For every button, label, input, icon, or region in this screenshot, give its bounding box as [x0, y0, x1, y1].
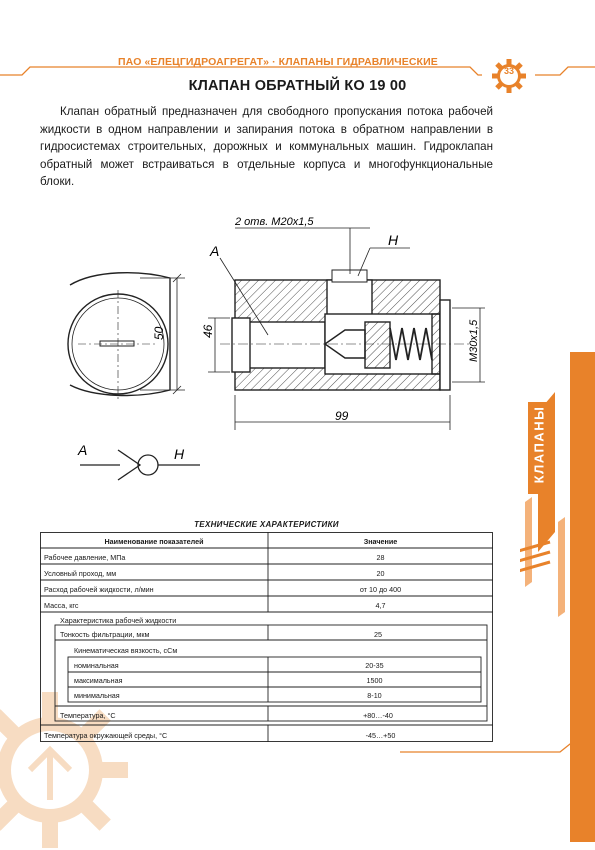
page-title: КЛАПАН ОБРАТНЫЙ КО 19 00	[188, 78, 407, 94]
footer-rule	[400, 740, 595, 780]
row-value: 4,7	[375, 601, 386, 610]
temperature-name: Температура, °С	[60, 711, 116, 720]
technical-drawing	[40, 210, 510, 490]
fluid-header: Характеристика рабочей жидкости	[60, 616, 177, 625]
label-holes: 2 отв. М20х1,5	[235, 216, 314, 228]
col-value-header: Значение	[363, 537, 398, 546]
label-a: А	[210, 243, 220, 259]
viscosity-value: 1500	[366, 676, 383, 685]
intro-paragraph: Клапан обратный предназначен для свободного пропускания потока рабочей жидкости в одном направлении и запирания потока в обратном направлении в гидросистемах строительных, дорожных и коммунальных машин. Гидроклапан обратный может встраиваться в отдельные корпуса и многофункциональные блоки.	[40, 105, 493, 189]
row-value: 20	[376, 569, 385, 578]
section-tab	[528, 402, 550, 494]
page-number: 33	[503, 66, 514, 76]
dim-99: 99	[335, 409, 349, 423]
schema-a: А	[78, 442, 88, 458]
viscosity-value: 20-35	[365, 661, 384, 670]
row-name: Масса, кгс	[44, 601, 79, 610]
specs-title: ТЕХНИЧЕСКИЕ ХАРАКТЕРИСТИКИ	[194, 520, 339, 529]
row-name: Условный проход, мм	[44, 569, 117, 578]
ambient-name: Температура окружающей среды, °С	[44, 731, 168, 740]
temperature-value: +80…-40	[363, 711, 393, 720]
row-value: 28	[376, 553, 385, 562]
schema-h: Н	[174, 446, 185, 462]
dim-m30: М30х1,5	[468, 319, 480, 362]
filtration-name: Тонкость фильтрации, мкм	[60, 630, 150, 639]
viscosity-name: максимальная	[74, 676, 123, 685]
viscosity-name: номинальная	[74, 661, 119, 670]
viscosity-header: Кинематическая вязкость, сСм	[74, 646, 178, 655]
row-value: от 10 до 400	[359, 585, 402, 594]
viscosity-name: минимальная	[74, 691, 120, 700]
dim-50: 50	[152, 326, 166, 340]
label-h: Н	[388, 232, 399, 248]
ambient-value: -45…+50	[365, 731, 396, 740]
row-name: Рабочее давление, МПа	[44, 553, 126, 562]
dim-46: 46	[201, 324, 215, 338]
col-name-header: Наименование показателей	[104, 537, 204, 546]
row-name: Расход рабочей жидкости, л/мин	[44, 585, 154, 594]
section-tab-label: КЛАПАНЫ	[531, 405, 547, 484]
header-title: ПАО «ЕЛЕЦГИДРОАГРЕГАТ» · КЛАПАНЫ ГИДРАВЛИЧЕСКИЕ	[118, 56, 438, 68]
filtration-value: 25	[374, 630, 382, 639]
viscosity-value: 8-10	[367, 691, 382, 700]
